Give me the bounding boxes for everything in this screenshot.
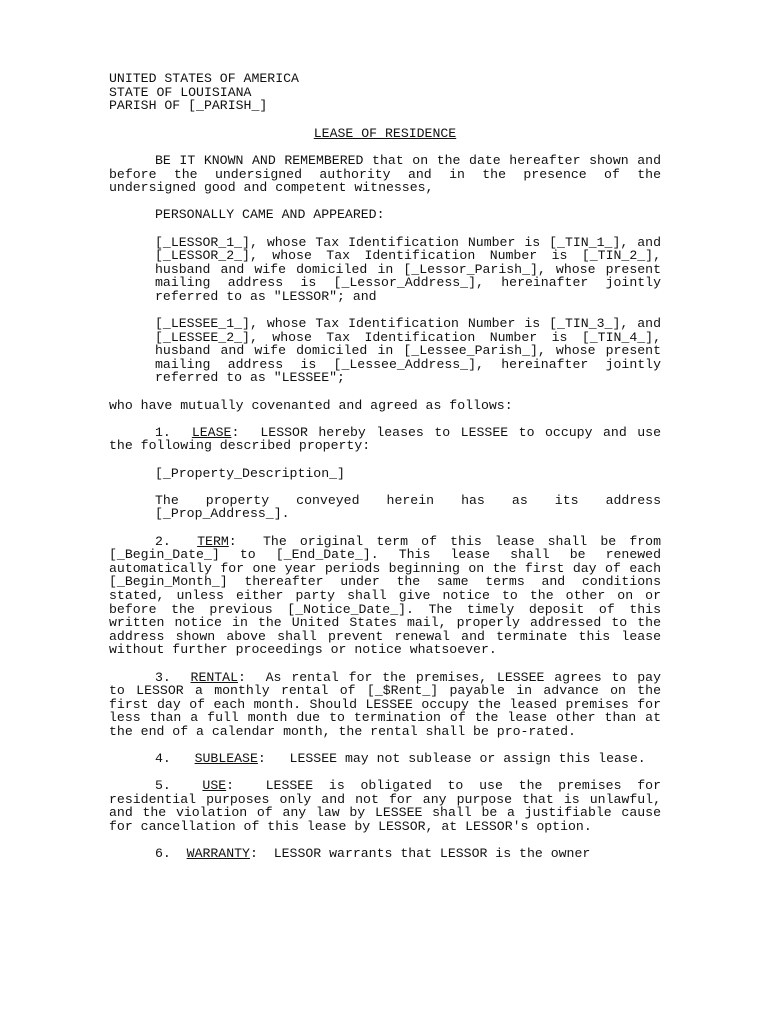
document-page bbox=[109, 72, 661, 861]
section-heading: LEASE bbox=[191, 424, 232, 440]
section-text: The original term of this lease shall be from [_Begin_Date_] to [_End_Date_]. This lease shall be renewed automatically for one year periods beginning on the first day of each [_Begin_Month_] thereafter under the same terms and conditions stated, unless either party shall give notice to the other on or before the previous [_Notice_Date_]. The timely deposit of this written notice in the United States mail, properly addressed to the address shown above shall prevent renewal and terminate this lease without further proceedings or notice whatsoever. bbox=[109, 533, 661, 658]
section-warranty: 6. WARRANTY: LESSOR warrants that LESSOR is the owner bbox=[155, 846, 591, 862]
section-text: LESSEE is obligated to use the premises for residential purposes only and not for any purpose that is unlawful, and the violation of any law by LESSEE shall be a justifiable cause for cancellation of this lease by LESSOR, at LESSOR's option. bbox=[109, 778, 662, 835]
property-description: [_Property_Description_] bbox=[155, 465, 345, 481]
section-number: 3. bbox=[155, 669, 171, 685]
section-text: As rental for the premises, LESSEE agrees to pay to LESSOR a monthly rental of [_$Rent_] payable in advance on the first day of each month. Should LESSEE occupy the leased premises for less than a full month due to termination of the lease other than at the end of a calendar month, the rental shall be pro-rated. bbox=[109, 669, 661, 739]
section-heading: RENTAL bbox=[190, 669, 239, 685]
intro-paragraph: BE IT KNOWN AND REMEMBERED that on the date hereafter shown and before the undersigned authority and in the presence of the undersigned good and competent witnesses, bbox=[109, 152, 661, 196]
appeared-line: PERSONALLY CAME AND APPEARED: bbox=[155, 207, 385, 223]
header-country: UNITED STATES OF AMERICA bbox=[109, 71, 299, 86]
section-heading: WARRANTY bbox=[186, 846, 250, 862]
section-number: 4. bbox=[155, 751, 171, 767]
section-number: 1. bbox=[155, 424, 171, 440]
section-sublease: 4. SUBLEASE: LESSEE may not sublease or assign this lease. bbox=[155, 751, 646, 767]
section-lease: 1. LEASE: LESSOR hereby leases to LESSEE to occupy and use the following described property: bbox=[109, 424, 661, 454]
section-use: 5. USE: LESSEE is obligated to use the premises for residential purposes only and not for any purpose that is unlawful, and the violation of any law by LESSEE shall be a justifiable cause for cancellation of this lease by LESSOR, at LESSOR's option. bbox=[109, 778, 662, 835]
section-heading: SUBLEASE bbox=[194, 751, 258, 767]
section-text: LESSOR warrants that LESSOR is the owner bbox=[273, 846, 591, 862]
section-text: LESSOR hereby leases to LESSEE to occupy and use the following described property: bbox=[109, 424, 661, 454]
covenant-line: who have mutually covenanted and agreed as follows: bbox=[109, 397, 513, 413]
header-parish: PARISH OF [_PARISH_] bbox=[109, 98, 268, 114]
section-number: 5. bbox=[155, 778, 171, 794]
document-title: LEASE OF RESIDENCE bbox=[313, 125, 457, 141]
section-text: LESSEE may not sublease or assign this lease. bbox=[289, 751, 646, 767]
section-rental: 3. RENTAL: As rental for the premises, LESSEE agrees to pay to LESSOR a monthly rental of [_$Rent_] payable in advance on the first day of each month. Should LESSEE occupy the leased premises for less than a full month due to termination of the lease other than at the end of a calendar month, the rental shall be pro-rated. bbox=[109, 669, 661, 739]
header-state: STATE OF LOUISIANA bbox=[109, 84, 252, 100]
section-term: 2. TERM: The original term of this lease shall be from [_Begin_Date_] to [_End_Date_]. This lease shall be renewed automatically for one year periods beginning on the first day of each [_Begin_Month_] thereafter under the same terms and conditions stated, unless either party shall give notice to the other on or before the previous [_Notice_Date_]. The timely deposit of this written notice in the United States mail, properly addressed to the address shown above shall prevent renewal and terminate this lease without further proceedings or notice whatsoever. bbox=[109, 533, 661, 658]
lessor-paragraph: [_LESSOR_1_], whose Tax Identification Number is [_TIN_1_], and [_LESSOR_2_], whose Tax Identification Number is [_TIN_2_], husband and wife domiciled in [_Lessor_Parish_], whose present mailing address is [_Lessor_Address_], hereinafter jointly referred to as "LESSOR"; and bbox=[155, 234, 661, 304]
section-heading: TERM bbox=[197, 533, 229, 549]
section-number: 6. bbox=[155, 846, 171, 862]
property-address: The property conveyed herein has as its address [_Prop_Address_]. bbox=[155, 492, 661, 522]
section-heading: USE bbox=[202, 778, 227, 794]
section-number: 2. bbox=[155, 533, 171, 549]
lessee-paragraph: [_LESSEE_1_], whose Tax Identification Number is [_TIN_3_], and [_LESSEE_2_], whose Tax Identification Number is [_TIN_4_], husband and wife domiciled in [_Lessee_Parish_], whose present mailing address is [_Lessee_Address_], hereinafter jointly referred to as "LESSEE"; bbox=[155, 316, 661, 386]
